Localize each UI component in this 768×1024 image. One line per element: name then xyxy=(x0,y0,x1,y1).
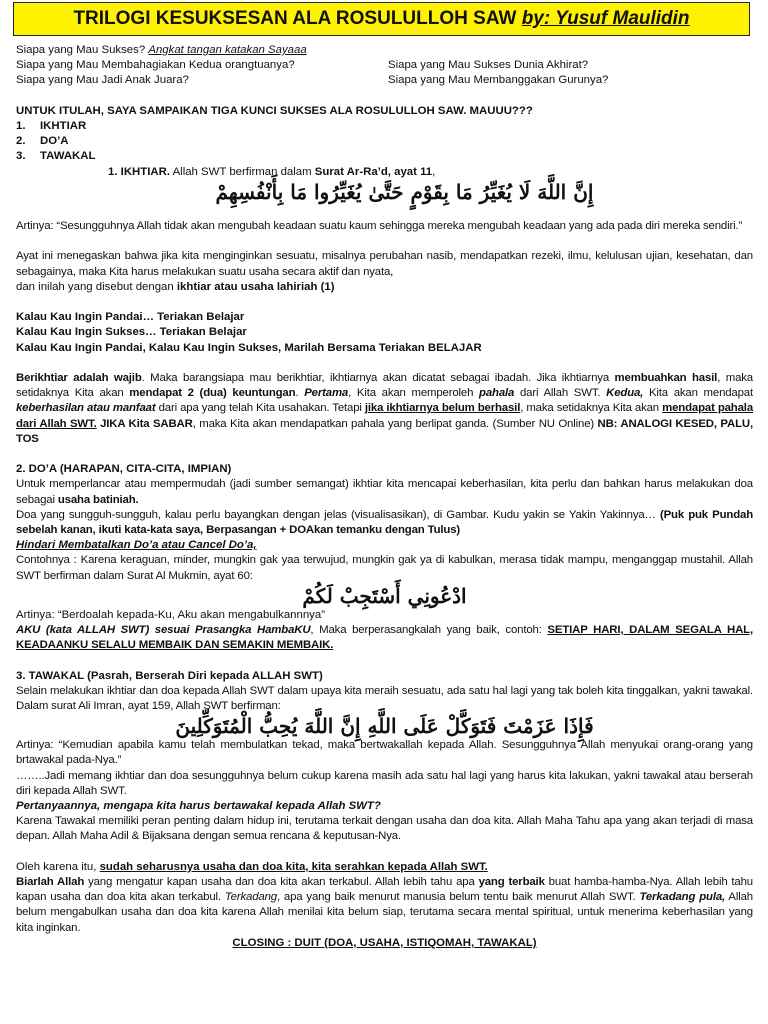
paragraph: Contohnya : Karena keraguan, minder, mungkin gak yaa terwujud, mungkin gak ya di kabulkan, merasa tidak mampu, menganggap mustahil. Allah SWT berfirman dalam Surat Al Mukmin, ayat 60: xyxy=(16,554,753,582)
paragraph: Untuk memperlancar atau mempermudah (jadi sumber semangat) ikhtiar kita mencapai keberhasilan, kita perlu dan bahkan harus melakukan doa sebagai usaha batiniah. xyxy=(16,478,753,506)
arabic-verse: ادْعُونِي أَسْتَجِبْ لَكُمْ xyxy=(302,583,467,608)
emphasis-line: Hindari Membatalkan Do’a atau Cancel Do’a, xyxy=(16,539,257,552)
section-heading: 2. DO’A (HARAPAN, CITA-CITA, IMPIAN) xyxy=(16,463,232,476)
intro-question: Siapa yang Mau Membahagiakan Kedua orangtuanya? xyxy=(16,59,295,72)
arabic-verse: فَإِذَا عَزَمْتَ فَتَوَكَّلْ عَلَى اللَّهِ إِنَّ اللَّهَ يُحِبُّ الْمُتَوَكِّلِينَ xyxy=(175,714,594,739)
chant-line: Kalau Kau Ingin Sukses… Teriakan Belajar xyxy=(16,326,247,339)
closing-line: CLOSING : DUIT (DOA, USAHA, ISTIQOMAH, TAWAKAL) xyxy=(232,936,537,949)
intro-line-1 xyxy=(16,43,753,58)
paragraph: Ayat ini menegaskan bahwa jika kita menginginkan sesuatu, misalnya perubahan nasib, mendapatkan rezeki, ilmu, kelulusan ujian, kesehatan, dan sebagainya, maka Kita harus melakukan suatu usaha secara aktif dan nyata, xyxy=(16,250,753,278)
document-title: TRILOGI KESUKSESAN ALA ROSULULLOH SAW xyxy=(73,8,517,29)
arabic-verse: إِنَّ اللَّهَ لَا يُغَيِّرُ مَا بِقَوْمٍ حَتَّىٰ يُغَيِّرُوا مَا بِأَنْفُسِهِمْ xyxy=(215,179,594,204)
chant-line: Kalau Kau Ingin Pandai, Kalau Kau Ingin Sukses, Marilah Bersama Teriakan BELAJAR xyxy=(16,341,482,354)
paragraph: Berikhtiar adalah wajib. Maka barangsiapa mau berikhtiar, ikhtiarnya akan dicatat sebagai ibadah. Jika ikhtiarnya membuahkan hasil, maka setidaknya Kita akan mendapat 2 (dua) keuntungan. Pertama, Kita akan memperoleh pahala dari Allah SWT. Kedua, Kita akan mendapat keberhasilan atau manfaat dari apa yang telah Kita usahakan. Tetapi jika ikhtiarnya belum berhasil, maka setidaknya Kita akan mendapat pahala dari Allah SWT. JIKA Kita SABAR, maka Kita akan mendapatkan pahala yang berlipat ganda. (Sumber NU Online) NB: ANALOGI KESED, PALU, TOS xyxy=(16,371,754,445)
paragraph: Artinya: “Berdoalah kepada-Ku, Aku akan mengabulkannnya” xyxy=(16,608,326,621)
chant-line: Kalau Kau Ingin Pandai… Teriakan Belajar xyxy=(16,311,245,324)
announcement: UNTUK ITULAH, SAYA SAMPAIKAN TIGA KUNCI SUKSES ALA ROSULULLOH SAW. MAUUU??? xyxy=(16,104,533,117)
key-list-item: 1. IKHTIAR xyxy=(16,120,87,132)
paragraph: Artinya: “Kemudian apabila kamu telah membulatkan tekad, maka bertwakallah kepada Allah. Sesungguhnya Allah menyukai orang-orang yang brtawakal pada-Nya.” xyxy=(16,739,753,767)
paragraph: Doa yang sungguh-sungguh, kalau perlu bayangkan dengan jelas (visualisasikan), di Gambar. Kudu yakin se Yakin Yakinnya… (Puk puk Pundah sebelah kanan, ikuti kata-kata saya, Berpasangan + DOAkan temanku dengan Tulus) xyxy=(16,508,754,536)
paragraph: Selain melakukan ikhtiar dan doa kepada Allah SWT dalam upaya kita meraih sesuatu, ada satu hal lagi yang tak boleh kita tinggalkan, yakni tawakal. Dalam surat Ali Imran, ayat 159, Allah SWT berfirman: xyxy=(16,684,753,713)
document-body xyxy=(16,43,753,951)
paragraph: Oleh karena itu, sudah seharusnya usaha dan doa kita, kita serahkan kepada Allah SWT. xyxy=(16,860,488,873)
intro-question: Siapa yang Mau Jadi Anak Juara? xyxy=(16,74,189,87)
paragraph: Karena Tawakal memiliki peran penting dalam hidup ini, terutama terkait dengan usaha dan doa kita. Allah Maha Tahu apa yang akan terjadi di masa depan. Allah Maha Adil & Bijaksana dengan semua rencana & keputusan-Nya. xyxy=(16,815,753,843)
section-heading: 1. IKHTIAR. xyxy=(108,165,171,178)
title-author: by: Yusuf Maulidin xyxy=(521,8,690,29)
paragraph: dan inilah yang disebut dengan ikhtiar atau usaha lahiriah (1) xyxy=(16,280,335,293)
intro-question: Siapa yang Mau Membanggakan Gurunya? xyxy=(388,74,609,87)
intro-question: Siapa yang Mau Sukses Dunia Akhirat? xyxy=(388,59,589,72)
surah-reference: Surat Ar-Ra’d, ayat 11 xyxy=(314,165,433,178)
paragraph: AKU (kata ALLAH SWT) sesuai Prasangka HambaKU, Maka berperasangkalah yang baik, contoh: SETIAP HARI, DALAM SEGALA HAL, KEADAANKU SELALU MEMBAIK DAN SEMAKIN MEMBAIK. xyxy=(16,624,754,652)
question-line: Pertanyaannya, mengapa kita harus bertawakal kepada Allah SWT? xyxy=(16,800,381,813)
intro-line-3 xyxy=(16,73,753,88)
key-list-item: 3. TAWAKAL xyxy=(16,150,96,163)
paragraph: Biarlah Allah yang mengatur kapan usaha dan doa kita akan terkabul. Allah lebih tahu apa yang terbaik buat hamba-hamba-Nya. Allah lebih tahu kapan usaha dan doa kita akan terkabul. Terkadang, apa yang baik menurut manusia belum tentu baik menurut Allah SWT. Terkadang pula, Allah belum mengabulkan usaha dan doa kita karena Allah menilai kita belum siap, terutama secara mental spiritual, untuk menerima keberhasilan yang kita inginkan. xyxy=(16,876,753,934)
intro-line-2 xyxy=(16,58,753,73)
paragraph: ……..Jadi memang ikhtiar dan doa sesungguhnya belum cukup karena masih ada satu hal lagi yang harus kita lakukan, yakni tawakal atau berserah diri kepada Allah SWT. xyxy=(16,769,753,797)
key-list-item: 2. DO’A xyxy=(16,135,69,148)
intro-note: Angkat tangan katakan Sayaaa xyxy=(148,44,307,56)
ikhtiar-heading-line: 1. IKHTIAR. Allah SWT berfirman dalam Surat Ar-Ra’d, ayat 11, xyxy=(108,165,436,178)
paragraph: Artinya: “Sesungguhnya Allah tidak akan mengubah keadaan suatu kaum sehingga mereka mengubah keadaan yang ada pada diri mereka sendiri.” xyxy=(16,220,743,232)
section-heading: 3. TAWAKAL (Pasrah, Berserah Diri kepada ALLAH SWT) xyxy=(16,669,323,682)
intro-question: Siapa yang Mau Sukses? xyxy=(16,44,146,56)
title-banner xyxy=(13,2,750,36)
